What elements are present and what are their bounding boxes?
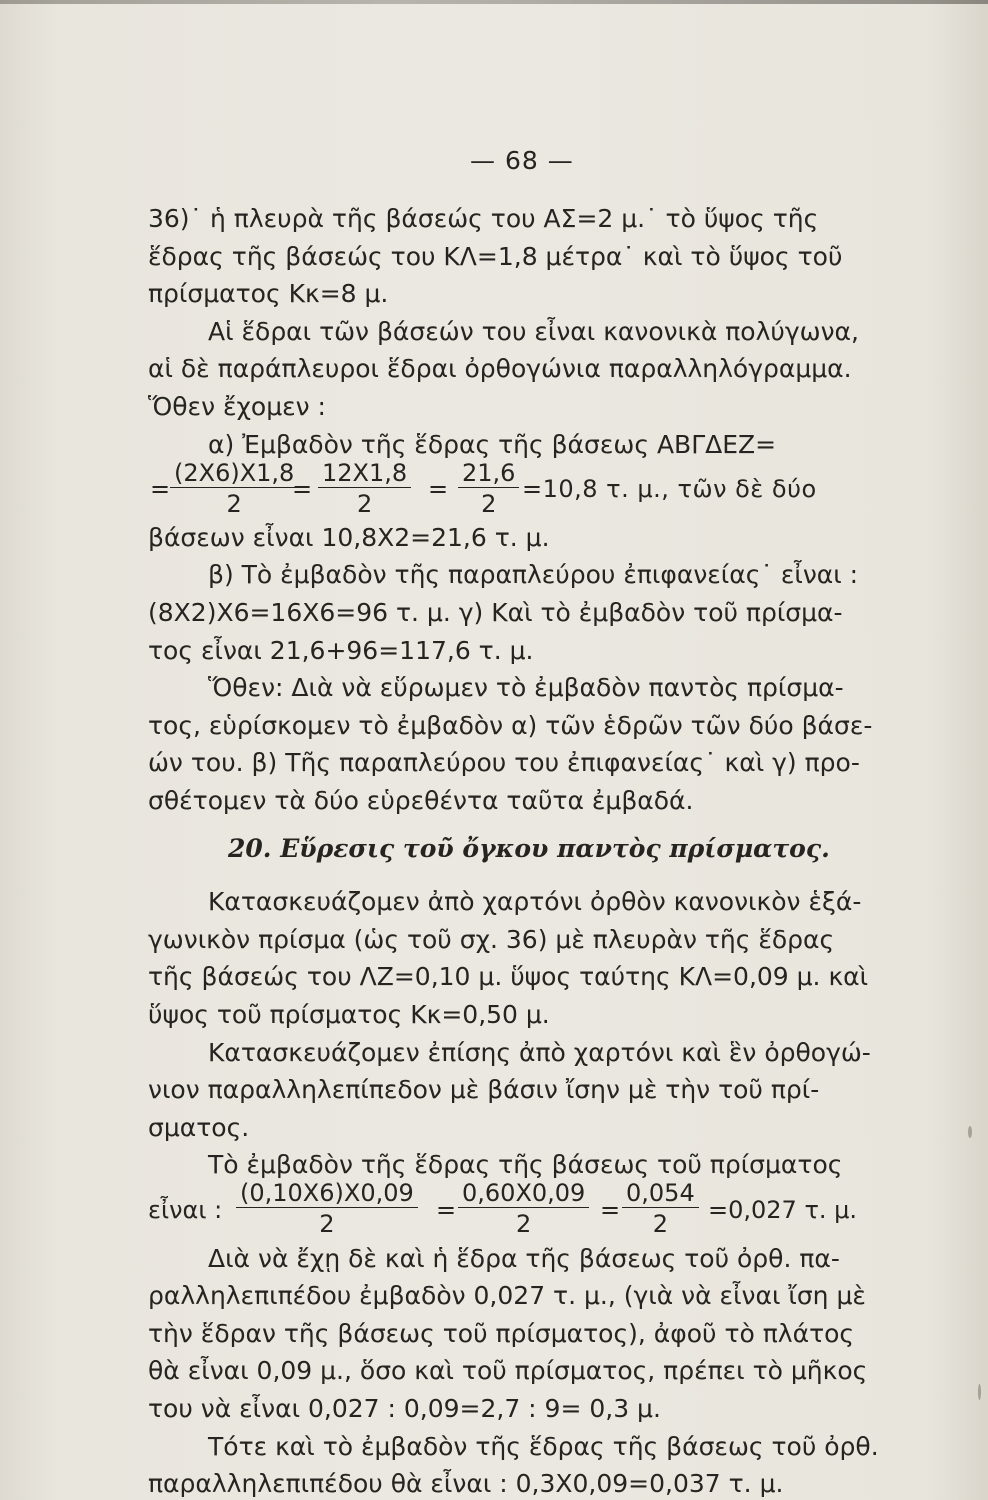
fraction [622,1180,699,1237]
fraction-denominator: 2 [319,1210,335,1238]
formula-result: =10,8 τ. μ., τῶν δὲ δύο [522,475,817,504]
text-line: παραλληλεπιπέδου θὰ εἶναι : 0,3X0,09=0,037 τ. μ. [148,1469,784,1499]
page-top-edge [0,0,988,4]
text-line: ών του. β) Τῆς παραπλεύρου του ἐπιφανείας˙ καὶ γ) προ- [148,748,860,778]
text-line: ραλληλεπιπέδου ἐμβαδὸν 0,027 τ. μ., (γιὰ νὰ εἶναι ἴση μὲ [148,1281,866,1311]
equals-sign: = [600,1196,621,1224]
fraction-denominator: 2 [516,1210,532,1238]
fraction [236,1180,418,1237]
fraction-denominator: 2 [226,490,242,519]
fraction [458,1180,589,1237]
formula-lead: = [150,475,171,504]
equals-sign: = [428,475,449,504]
fraction-numerator: (0,10X6)X0,09 [236,1180,418,1208]
section-heading: 20. Εὕρεσις τοῦ ὄγκου παντὸς πρίσματος. [228,833,830,863]
fraction [318,460,411,517]
text-line: τος, εὑρίσκομεν τὸ ἐμβαδὸν α) τῶν ἑδρῶν τῶν δύο βάσε- [148,710,873,740]
print-speck [978,1384,981,1400]
print-speck [968,1126,972,1138]
text-line: σθέτομεν τὰ δύο εὑρεθέντα ταῦτα ἐμβαδά. [148,786,694,815]
equals-sign: = [436,1196,457,1224]
text-line: (8X2)X6=16X6=96 τ. μ. γ) Καὶ τὸ ἐμβαδὸν τοῦ πρίσμα- [148,598,843,627]
text-line: Αἱ ἕδραι τῶν βάσεών του εἶναι κανονικὰ πολύγωνα, [208,316,859,346]
text-line: θὰ εἶναι 0,09 μ., ὅσο καὶ τοῦ πρίσματος, πρέπει τὸ μῆκος [148,1356,868,1386]
fraction-denominator: 2 [481,490,497,519]
text-line: Ὅθεν ἔχομεν : [148,392,326,421]
text-line: Τότε καὶ τὸ ἐμβαδὸν τῆς ἕδρας τῆς βάσεως τοῦ ὀρθ. [208,1431,879,1461]
formula-lead: εἶναι : [148,1196,223,1224]
text-line: πρίσματος Κκ=8 μ. [148,279,389,309]
text-line: α) Ἐμβαδὸν τῆς ἕδρας τῆς βάσεως ΑΒΓΔΕΖ= [208,429,777,459]
text-line: τῆς βάσεώς του ΛΖ=0,10 μ. ὕψος ταύτης ΚΛ=0,09 μ. καὶ [148,962,869,992]
fraction-numerator: (2X6)X1,8 [170,460,298,488]
text-line: Κατασκευάζομεν ἐπίσης ἀπὸ χαρτόνι καὶ ἓν ὀρθογώ- [208,1037,871,1067]
text-line: τος εἶναι 21,6+96=117,6 τ. μ. [148,635,534,665]
fraction-numerator: 0,054 [622,1180,699,1208]
formula-result: =0,027 τ. μ. [708,1196,858,1224]
text-line: Διὰ νὰ ἔχῃ δὲ καὶ ἡ ἕδρα τῆς βάσεως τοῦ ὀρθ. πα- [208,1243,840,1273]
text-line: 36)˙ ἡ πλευρὰ τῆς βάσεώς του ΑΣ=2 μ.˙ τὸ ὕψος τῆς [148,204,819,233]
text-line: Ὅθεν: Διὰ νὰ εὕρωμεν τὸ ἐμβαδὸν παντὸς πρίσμα- [208,673,844,703]
fraction [458,460,519,517]
text-line: Κατασκευάζομεν ἀπὸ χαρτόνι ὀρθὸν κανονικὸν ἑξά- [208,887,862,917]
text-line: ἕδρας τῆς βάσεώς του ΚΛ=1,8 μέτρα˙ καὶ τὸ ὕψος τοῦ [148,241,843,271]
fraction-numerator: 12X1,8 [318,460,411,488]
text-line: γωνικὸν πρίσμα (ὡς τοῦ σχ. 36) μὲ πλευρὰν τῆς ἕδρας [148,924,835,954]
fraction-denominator: 2 [652,1210,668,1238]
fraction-denominator: 2 [356,490,373,519]
equals-sign: = [292,475,313,504]
text-line: βάσεων εἶναι 10,8X2=21,6 τ. μ. [148,522,550,552]
text-line: β) Τὸ ἐμβαδὸν τῆς παραπλεύρου ἐπιφανείας˙ εἶναι : [208,560,859,590]
fraction [170,460,298,517]
text-line: τὴν ἕδραν τῆς βάσεως τοῦ πρίσματος), ἀφοῦ τὸ πλάτος [148,1318,855,1348]
text-line: ὕψος τοῦ πρίσματος Κκ=0,50 μ. [148,1000,550,1029]
fraction-numerator: 21,6 [458,460,519,488]
text-line: του νὰ εἶναι 0,027 : 0,09=2,7 : 9= 0,3 μ. [148,1394,661,1423]
text-line: αἱ δὲ παράπλευροι ἕδραι ὀρθογώνια παραλληλόγραμμα. [148,354,852,384]
page-number: — 68 — [470,146,574,175]
text-line: νιον παραλληλεπίπεδον μὲ βάσιν ἴσην μὲ τὴν τοῦ πρί- [148,1075,820,1105]
fraction-numerator: 0,60X0,09 [458,1180,589,1208]
text-line: σματος. [148,1112,250,1142]
text-line: Τὸ ἐμβαδὸν τῆς ἕδρας τῆς βάσεως τοῦ πρίσματος [208,1150,843,1180]
